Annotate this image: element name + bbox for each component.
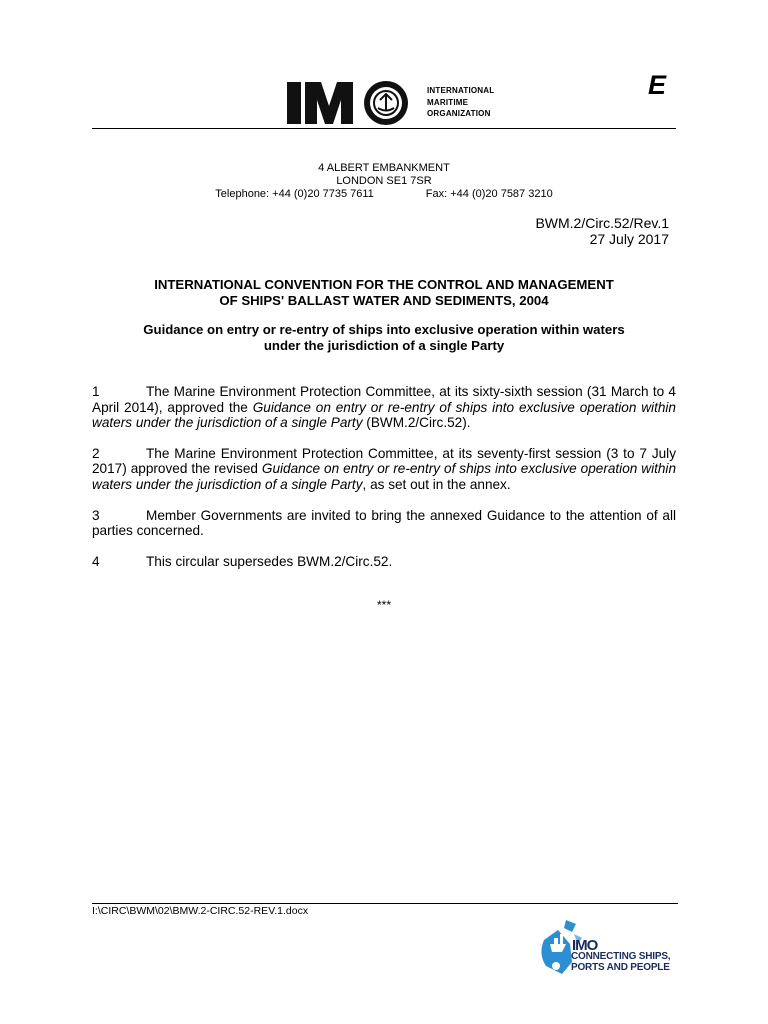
subtitle-line1: Guidance on entry or re-entry of ships into exclusive operation within waters <box>143 322 625 337</box>
paragraph-text-end: , as set out in the annex. <box>362 476 511 492</box>
reference-block <box>535 215 669 247</box>
fax: Fax: +44 (0)20 7587 3210 <box>425 188 553 200</box>
paragraph-text: The Marine Environment Protection Committee, at its seventy-first session (3 to 7 July 2017) approved the revised <box>92 445 676 477</box>
title-line2: OF SHIPS' BALLAST WATER AND SEDIMENTS, 2004 <box>219 292 549 308</box>
telephone: Telephone: +44 (0)20 7735 7611 <box>215 188 374 200</box>
paragraph-number: 3 <box>92 507 100 523</box>
paragraph-number: 2 <box>92 445 100 461</box>
address-block <box>92 162 676 201</box>
document-date: 27 July 2017 <box>589 231 669 247</box>
paragraph-italic-text: Guidance on entry or re-entry of ships into exclusive operation within waters under the jurisdiction of a single Party <box>92 399 676 431</box>
address-line2: LONDON SE1 7SR <box>336 175 432 187</box>
paragraph-italic-text: Guidance on entry or re-entry of ships into exclusive operation within waters under the jurisdiction of a single Party <box>92 461 677 492</box>
title-line1: INTERNATIONAL CONVENTION FOR THE CONTROL AND MANAGEMENT <box>154 277 614 292</box>
imo-logo <box>287 80 507 126</box>
footer-imo-text: IMO <box>572 937 598 954</box>
paragraph-1 <box>92 384 676 431</box>
connecting-ships-logo-icon <box>536 914 678 984</box>
footer-rule <box>92 903 678 904</box>
address-line1: 4 ALBERT EMBANKMENT <box>318 162 450 174</box>
org-name-line3: ORGANIZATION <box>427 109 491 118</box>
document-title <box>92 277 676 308</box>
header-rule <box>92 128 676 129</box>
org-name-line1: INTERNATIONAL <box>427 86 495 95</box>
paragraph-2 <box>92 446 676 493</box>
paragraph-text: This circular supersedes BWM.2/Circ.52. <box>146 553 393 569</box>
paragraph-text: The Marine Environment Protection Committee, at its sixty-sixth session (31 March to 4 April 2014), approved the <box>92 384 676 415</box>
paragraph-number: 4 <box>92 553 100 569</box>
paragraph-number: 1 <box>92 384 100 399</box>
body-paragraphs <box>92 384 676 584</box>
subtitle-line2: under the jurisdiction of a single Party <box>263 337 505 353</box>
org-name <box>427 85 494 120</box>
document-code: BWM.2/Circ.52/Rev.1 <box>535 215 669 231</box>
imo-logo-letters-icon <box>287 80 417 126</box>
language-mark: E <box>648 70 667 100</box>
footer-slogan <box>571 952 670 973</box>
paragraph-4 <box>92 554 676 570</box>
slogan-line2: PORTS AND PEOPLE <box>571 961 670 973</box>
paragraph-3 <box>92 508 676 539</box>
document-subtitle <box>92 322 676 353</box>
slogan-line1: CONNECTING SHIPS, <box>571 951 671 962</box>
org-name-line2: MARITIME <box>427 97 469 107</box>
file-path: I:\CIRC\BWM\02\BMW.2-CIRC.52-REV.1.docx <box>92 905 309 917</box>
paragraph-text-end: (BWM.2/Circ.52). <box>362 415 471 431</box>
paragraph-text: Member Governments are invited to bring the annexed Guidance to the attention of all parties concerned. <box>92 507 676 539</box>
separator-stars: *** <box>376 598 391 612</box>
